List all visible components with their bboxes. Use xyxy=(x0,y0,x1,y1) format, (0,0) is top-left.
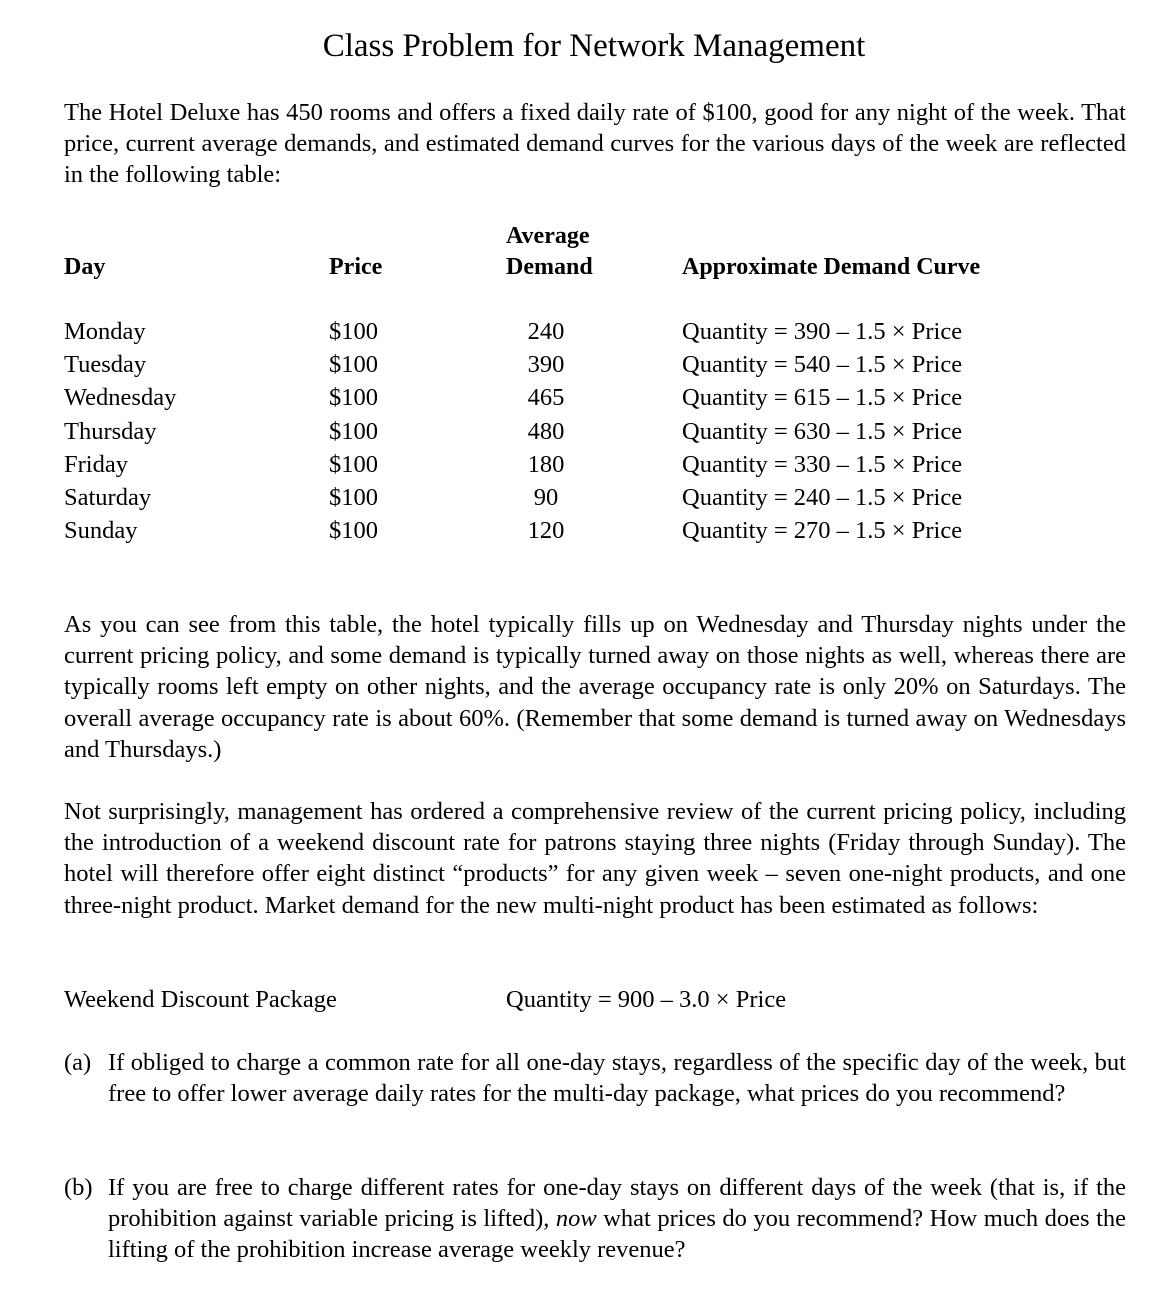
cell-price: $100 xyxy=(329,517,378,545)
table-body xyxy=(64,315,1126,547)
question-b-label: (b) xyxy=(64,1174,93,1201)
question-a-text: If obliged to charge a common rate for all one-day stays, regardless of the specific day of the week, but free to offer lower average daily rates for the multi-day package, what prices do you recommend? xyxy=(108,1049,1126,1108)
cell-demand: 390 xyxy=(527,351,565,379)
cell-day: Friday xyxy=(64,450,128,478)
question-b xyxy=(64,1172,1126,1266)
question-b-text-end: what prices do you recommend? How much does the lifting of the prohibition increase average weekly revenue? xyxy=(108,1205,1126,1264)
cell-demand: 180 xyxy=(527,450,565,478)
intro-paragraph: The Hotel Deluxe has 450 rooms and offers a fixed daily rate of $100, good for any night of the week. That price, current average demands, and estimated demand curves for the various days of the week are reflected in the following table: xyxy=(64,99,1126,189)
cell-curve: Quantity = 390 – 1.5 × Price xyxy=(682,318,963,345)
table-row xyxy=(64,481,1126,514)
document-title: Class Problem for Network Management xyxy=(322,28,866,64)
table-row xyxy=(64,514,1126,547)
table-row xyxy=(64,381,1126,414)
header-demand-line1: Average xyxy=(506,223,590,249)
cell-demand: 90 xyxy=(533,483,559,511)
cell-demand: 120 xyxy=(527,517,565,545)
question-b-emphasis: now xyxy=(555,1205,597,1233)
package-equation: Quantity = 900 – 3.0 × Price xyxy=(506,986,787,1013)
table-row xyxy=(64,315,1126,348)
cell-price: $100 xyxy=(329,351,378,379)
table-row xyxy=(64,415,1126,448)
cell-curve: Quantity = 540 – 1.5 × Price xyxy=(682,351,963,379)
cell-curve: Quantity = 330 – 1.5 × Price xyxy=(682,450,963,478)
cell-demand: 465 xyxy=(527,384,565,412)
table-row xyxy=(64,448,1126,481)
header-average-demand xyxy=(506,221,593,283)
occupancy-paragraph: As you can see from this table, the hotel typically fills up on Wednesday and Thursday nights under the current pricing policy, and some demand is typically turned away on those nights as well, whereas there are typically rooms left empty on other nights, and the average occupancy rate is only 20% on Saturdays. The overall average occupancy rate is about 60%. (Remember that some demand is turned away on Wednesdays and Thursdays.) xyxy=(64,611,1126,763)
cell-day: Tuesday xyxy=(64,351,147,379)
header-day: Day xyxy=(64,254,106,280)
review-paragraph: Not surprisingly, management has ordered a comprehensive review of the current pricing policy, including the introduction of a weekend discount rate for patrons staying three nights (Friday through Sunday). The hotel will therefore offer eight distinct “products” for any given week – seven one-night products, and one three-night product. Market demand for the new multi-night product has been estimated as follows: xyxy=(64,798,1126,919)
table-row xyxy=(64,348,1126,381)
question-a xyxy=(64,1047,1126,1109)
question-b-text xyxy=(108,1172,1126,1266)
cell-price: $100 xyxy=(329,483,378,511)
header-demand-line2: Demand xyxy=(506,254,593,280)
cell-day: Monday xyxy=(64,318,146,345)
cell-price: $100 xyxy=(329,417,378,445)
cell-demand: 480 xyxy=(527,417,565,445)
cell-price: $100 xyxy=(329,384,378,412)
cell-day: Wednesday xyxy=(64,384,177,412)
cell-curve: Quantity = 240 – 1.5 × Price xyxy=(682,483,963,511)
cell-curve: Quantity = 270 – 1.5 × Price xyxy=(682,517,963,545)
header-price: Price xyxy=(329,254,383,280)
cell-price: $100 xyxy=(329,318,378,345)
question-a-label: (a) xyxy=(64,1049,92,1076)
cell-curve: Quantity = 615 – 1.5 × Price xyxy=(682,384,963,412)
cell-day: Saturday xyxy=(64,483,152,511)
cell-day: Thursday xyxy=(64,417,157,445)
cell-curve: Quantity = 630 – 1.5 × Price xyxy=(682,417,963,445)
cell-demand: 240 xyxy=(527,318,565,345)
question-b-text-start: If you are free to charge different rates for one-day stays on different days of the week (that is, if the prohibition against variable pricing is lifted), xyxy=(108,1174,1126,1233)
cell-price: $100 xyxy=(329,450,378,478)
cell-day: Sunday xyxy=(64,517,138,545)
header-demand-curve: Approximate Demand Curve xyxy=(682,254,981,280)
package-name: Weekend Discount Package xyxy=(64,986,337,1013)
